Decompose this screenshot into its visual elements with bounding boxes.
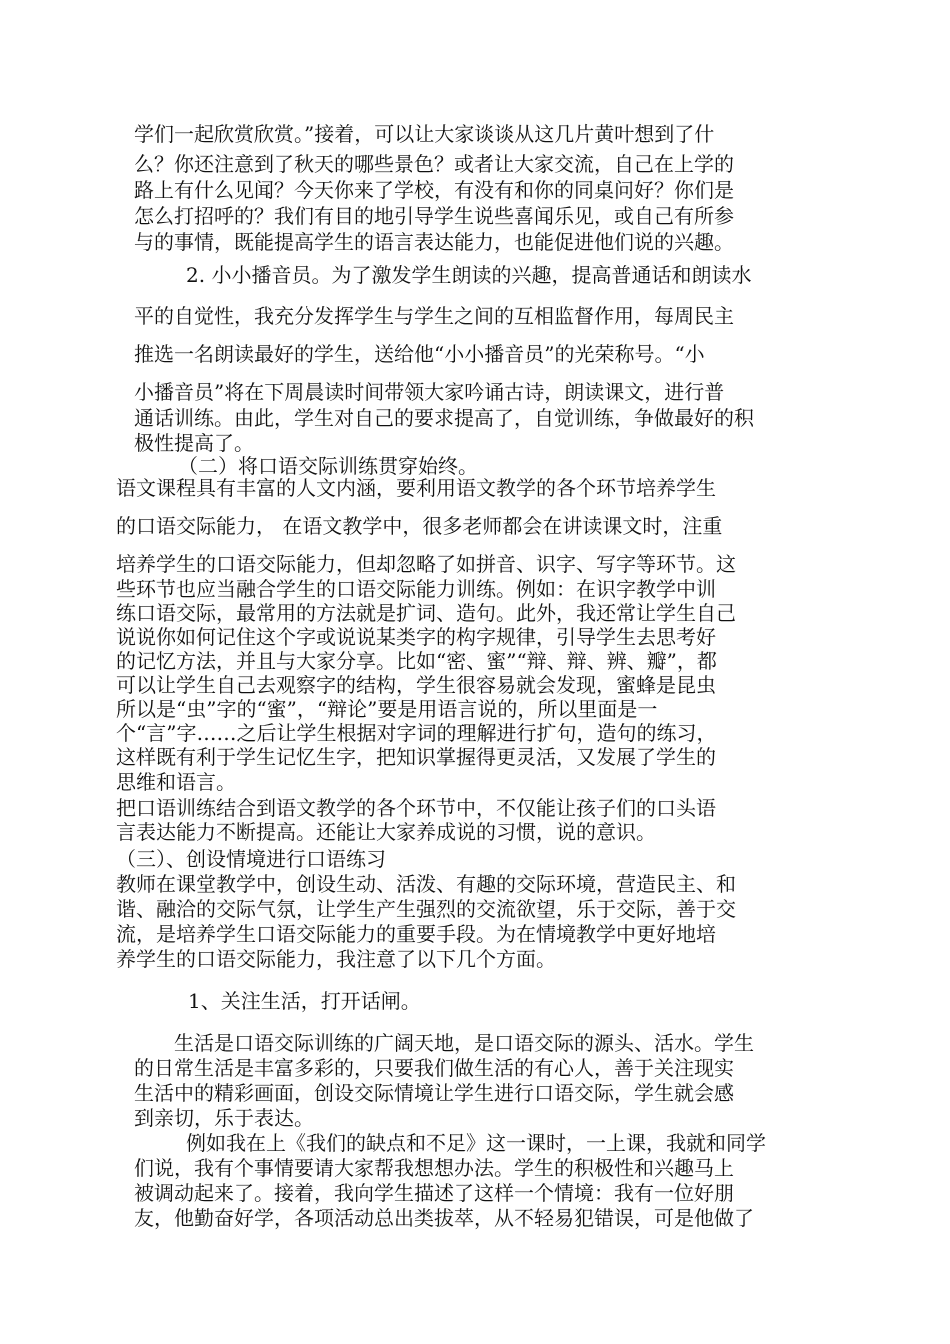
line-text: 可以让学生自己去观察字的结构，学生很容易就会发现，蜜蜂是昆虫 xyxy=(116,673,716,697)
text-line xyxy=(0,1155,950,1181)
line-text: 们说，我有个事情要请大家帮我想想办法。学生的积极性和兴趣马上 xyxy=(134,1156,734,1180)
line-text: 把口语训练结合到语文教学的各个环节中，不仅能让孩子们的口头语 xyxy=(116,796,716,820)
text-line xyxy=(0,624,950,650)
text-line xyxy=(0,1130,950,1156)
heading-text: 1、关注生活，打开话闸。 xyxy=(188,989,421,1013)
text-line xyxy=(0,379,950,405)
line-text: 么？你还注意到了秋天的哪些景色？或者让大家交流，自己在上学的 xyxy=(134,152,734,176)
line-text: 友，他勤奋好学，各项活动总出类拔萃，从不轻易犯错误，可是他做了 xyxy=(134,1206,754,1230)
line-text: 的记忆方法，并且与大家分享。比如“密、蜜”“辩、辩、辨、瓣”，都 xyxy=(116,649,717,673)
line-text: 说说你如何记住这个字或说说某类字的构字规律，引导学生去思考好 xyxy=(116,625,716,649)
text-line xyxy=(0,819,950,845)
text-line xyxy=(0,600,950,626)
text-line xyxy=(0,303,950,329)
line-text: 例如我在上《我们的缺点和不足》这一课时，一上课，我就和同学 xyxy=(186,1131,766,1155)
text-line xyxy=(0,405,950,431)
text-line xyxy=(0,1080,950,1106)
line-text: 谐、融洽的交际气氛，让学生产生强烈的交流欲望，乐于交际，善于交 xyxy=(116,897,736,921)
line-text: 思维和语言。 xyxy=(116,770,236,794)
line-text: 所以是“虫”字的“蜜”，“辩论”要是用语言说的，所以里面是一 xyxy=(116,697,658,721)
text-line xyxy=(0,744,950,770)
text-line xyxy=(0,769,950,795)
line-text: 小播音员”将在下周晨读时间带领大家吟诵古诗，朗读课文，进行普 xyxy=(134,380,725,404)
heading-text: （二）将口语交际训练贯穿始终。 xyxy=(178,454,478,478)
line-text: 2. 小小播音员。为了激发学生朗读的兴趣，提高普通话和朗读水 xyxy=(186,263,752,287)
text-line xyxy=(0,1030,950,1056)
line-text: 个“言”字……之后让学生根据对字词的理解进行扩句，造句的练习， xyxy=(116,721,717,745)
line-text: 路上有什么见闻？今天你来了学校，有没有和你的同桌问好？你们是 xyxy=(134,178,734,202)
line-text: 些环节也应当融合学生的口语交际能力训练。例如：在识字教学中训 xyxy=(116,577,716,601)
line-text: 与的事情，既能提高学生的语言表达能力，也能促进他们说的兴趣。 xyxy=(134,230,734,254)
line-text: 通话训练。由此，学生对自己的要求提高了，自觉训练，争做最好的积 xyxy=(134,406,754,430)
text-line xyxy=(0,1105,950,1131)
text-line xyxy=(0,648,950,674)
line-text: 言表达能力不断提高。还能让大家养成说的习惯，说的意识。 xyxy=(116,820,656,844)
line-text: 怎么打招呼的？我们有目的地引导学生说些喜闻乐见，或自己有所参 xyxy=(134,204,734,228)
text-line xyxy=(0,1055,950,1081)
text-line xyxy=(0,921,950,947)
text-line xyxy=(0,696,950,722)
text-line xyxy=(0,946,950,972)
line-text: 的日常生活是丰富多彩的，只要我们做生活的有心人，善于关注现实 xyxy=(134,1056,734,1080)
text-line xyxy=(0,896,950,922)
text-line xyxy=(0,871,950,897)
text-line xyxy=(0,551,950,577)
line-text: 推选一名朗读最好的学生，送给他“小小播音员”的光荣称号。“小 xyxy=(134,342,705,366)
subsection-heading xyxy=(0,988,950,1014)
line-text: 养学生的口语交际能力，我注意了以下几个方面。 xyxy=(116,947,556,971)
text-line xyxy=(0,513,950,539)
line-text: 流，是培养学生口语交际能力的重要手段。为在情境教学中更好地培 xyxy=(116,922,716,946)
line-text: 生活是口语交际训练的广阔天地，是口语交际的源头、活水。学生 xyxy=(174,1031,754,1055)
line-text: 教师在课堂教学中，创设生动、活泼、有趣的交际环境，营造民主、和 xyxy=(116,872,736,896)
text-line xyxy=(0,795,950,821)
line-text: 平的自觉性，我充分发挥学生与学生之间的互相监督作用，每周民主 xyxy=(134,304,734,328)
line-text: 语文课程具有丰富的人文内涵，要利用语文教学的各个环节培养学生 xyxy=(116,476,716,500)
line-text: 被调动起来了。接着，我向学生描述了这样一个情境：我有一位好朋 xyxy=(134,1181,734,1205)
text-line xyxy=(0,229,950,255)
line-text: 练口语交际，最常用的方法就是扩词、造句。此外，我还常让学生自己 xyxy=(116,601,736,625)
text-line xyxy=(0,151,950,177)
heading-text: （三）、创设情境进行口语练习 xyxy=(116,847,386,871)
line-text: 到亲切，乐于表达。 xyxy=(134,1106,314,1130)
line-text: 的口语交际能力， 在语文教学中，很多老师都会在讲读课文时，注重 xyxy=(116,514,723,538)
line-text: 学们一起欣赏欣赏。”接着，可以让大家谈谈从这几片黄叶想到了什 xyxy=(134,122,715,146)
section-heading xyxy=(0,846,950,872)
text-line xyxy=(0,262,950,288)
text-line xyxy=(0,1205,950,1231)
text-line xyxy=(0,341,950,367)
line-text: 这样既有利于学生记忆生字，把知识掌握得更灵活，又发展了学生的 xyxy=(116,745,716,769)
text-line xyxy=(0,720,950,746)
line-text: 培养学生的口语交际能力，但却忽略了如拼音、识字、写字等环节。这 xyxy=(116,552,736,576)
text-line xyxy=(0,203,950,229)
line-text: 极性提高了。 xyxy=(134,431,254,455)
text-line xyxy=(0,672,950,698)
text-line xyxy=(0,1180,950,1206)
text-line xyxy=(0,576,950,602)
line-text: 生活中的精彩画面，创设交际情境让学生进行口语交际，学生就会感 xyxy=(134,1081,734,1105)
text-line xyxy=(0,177,950,203)
text-line xyxy=(0,475,950,501)
text-line xyxy=(0,121,950,147)
